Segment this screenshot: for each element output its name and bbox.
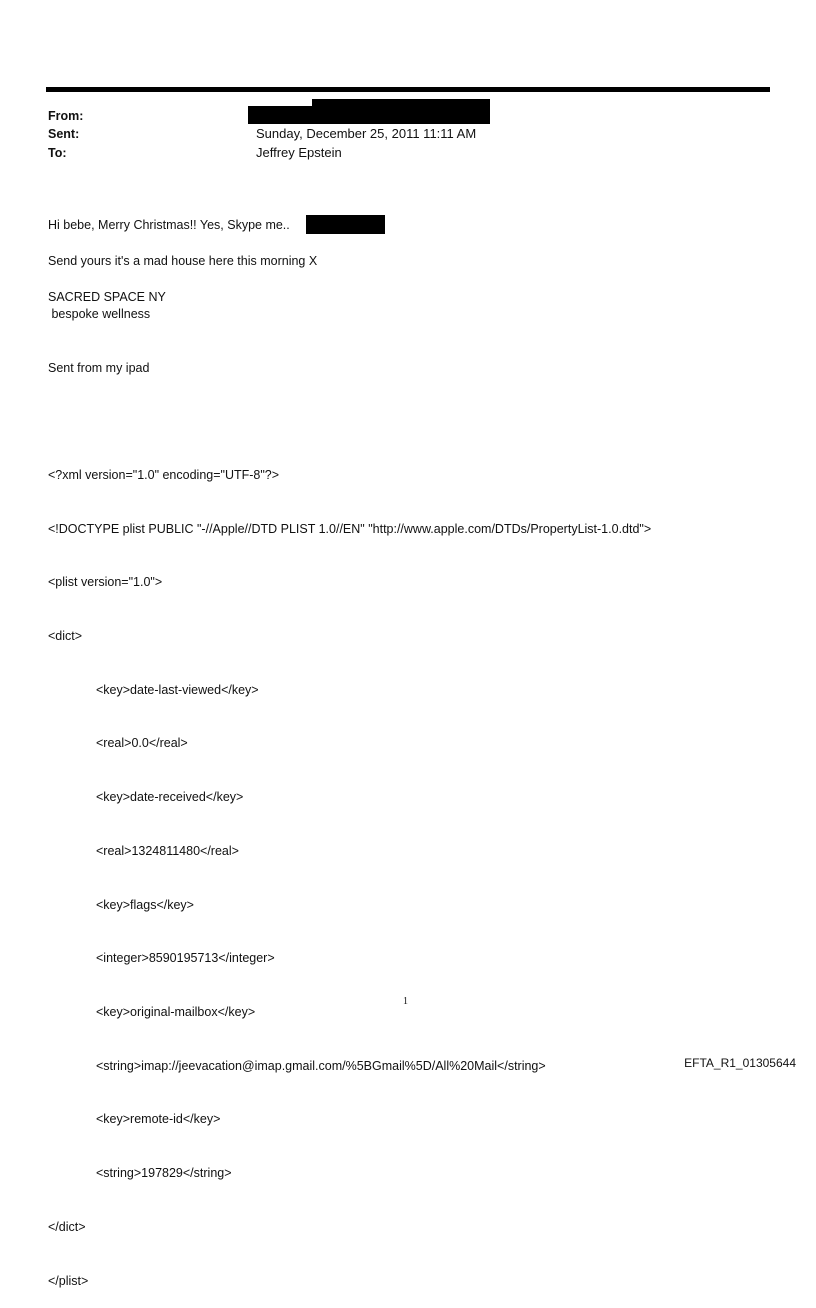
sent-value: Sunday, December 25, 2011 11:11 AM [256, 126, 477, 141]
sent-label: Sent: [48, 127, 80, 141]
plist-line: <key>flags</key> [96, 897, 194, 912]
plist-line: <string>imap://jeevacation@imap.gmail.com/%5BGmail%5D/All%20Mail</string> [96, 1058, 546, 1073]
plist-line: <key>remote-id</key> [96, 1112, 221, 1127]
plist-line: </plist> [48, 1273, 89, 1288]
plist-line: <dict> [48, 628, 83, 643]
body-line-send: Send yours it's a mad house here this morning X [48, 254, 318, 268]
signature-line-2: bespoke wellness [48, 307, 151, 321]
plist-line: <!DOCTYPE plist PUBLIC "-//Apple//DTD PLIST 1.0//EN" "http://www.apple.com/DTDs/PropertyList-1.0.dtd"> [48, 521, 652, 536]
bates-number: EFTA_R1_01305644 [684, 1056, 796, 1070]
plist-line: <?xml version="1.0" encoding="UTF-8"?> [48, 467, 280, 482]
plist-line: <real>0.0</real> [96, 736, 188, 751]
plist-line: <string>197829</string> [96, 1166, 232, 1181]
to-label: To: [48, 146, 67, 160]
plist-line: </dict> [48, 1219, 86, 1234]
plist-line: <key>date-last-viewed</key> [96, 682, 259, 697]
plist-line: <integer>8590195713</integer> [96, 951, 275, 966]
body-redaction [306, 215, 385, 234]
from-redaction [248, 106, 314, 124]
plist-line: <real>1324811480</real> [96, 843, 239, 858]
plist-line: <key>date-received</key> [96, 790, 244, 805]
page-number: 1 [403, 996, 408, 1007]
body-line-greeting: Hi bebe, Merry Christmas!! Yes, Skype me.. [48, 218, 290, 232]
from-redaction-upper [312, 99, 490, 124]
sent-from-line: Sent from my ipad [48, 361, 150, 375]
to-value: Jeffrey Epstein [256, 145, 342, 160]
from-label: From: [48, 109, 84, 123]
plist-line: <key>original-mailbox</key> [96, 1005, 256, 1019]
plist-line: <plist version="1.0"> [48, 575, 163, 590]
signature-line-1: SACRED SPACE NY [48, 290, 166, 304]
top-rule [46, 87, 770, 92]
plist-block [48, 431, 651, 1308]
